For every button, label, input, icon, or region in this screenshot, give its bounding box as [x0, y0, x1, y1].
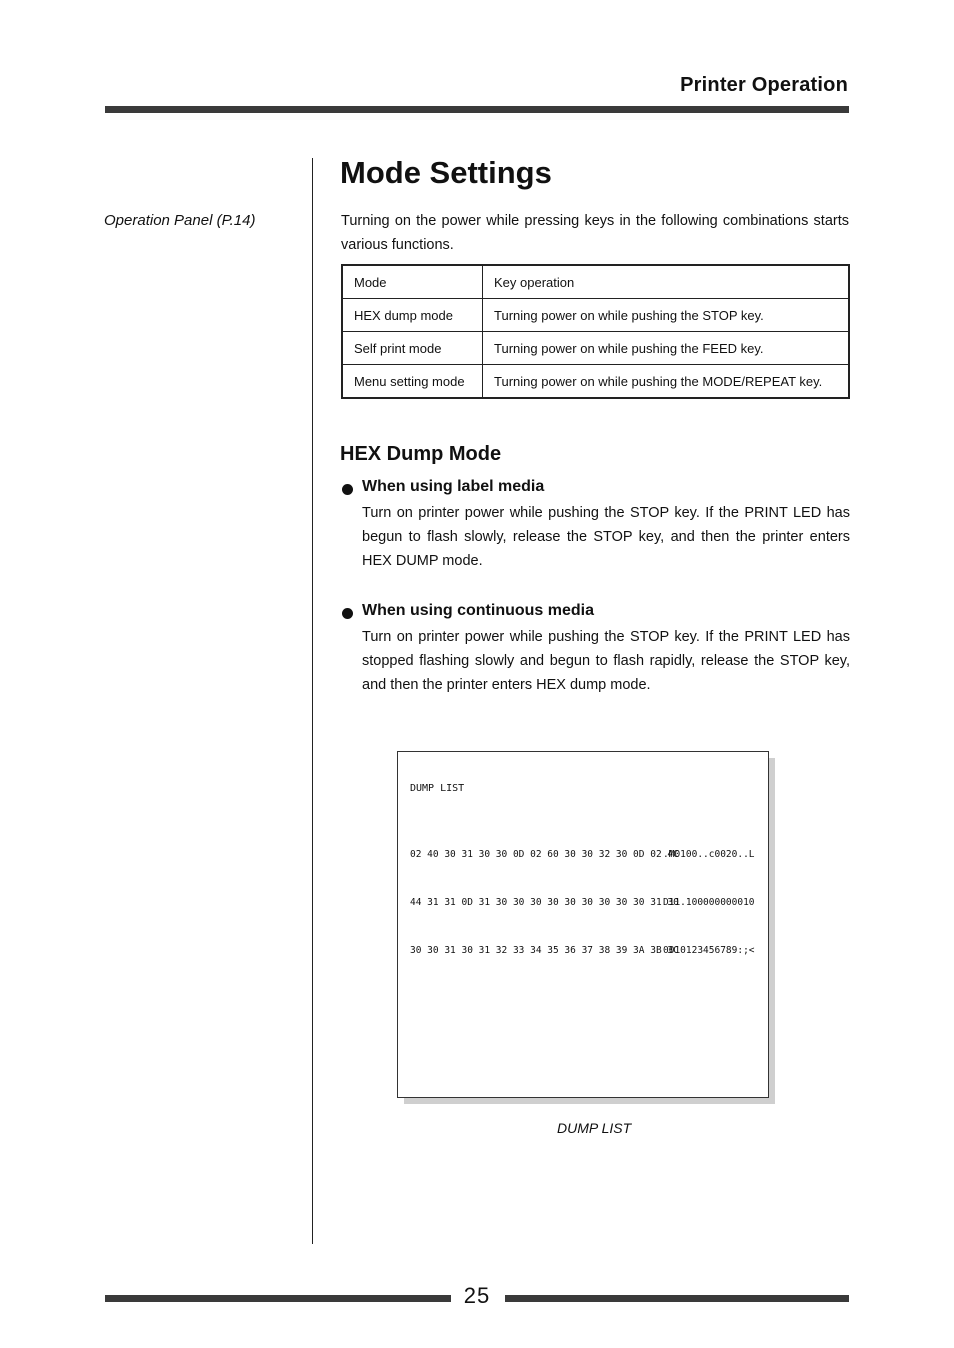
footer-rule-right: [505, 1295, 849, 1302]
bullet-dot-icon: [342, 608, 353, 619]
table-header-cell: Key operation: [483, 265, 850, 299]
intro-paragraph: Turning on the power while pressing keys in the following combinations starts various functions.: [341, 213, 849, 253]
header-rule: [105, 106, 849, 113]
section-title: HEX Dump Mode: [340, 443, 502, 465]
bullet-dot-icon: [342, 484, 353, 495]
page-title: Mode Settings: [340, 155, 552, 190]
table-cell-key-operation: Turning power on while pushing the STOP key.: [483, 299, 850, 332]
footer-rule-left: [105, 1295, 451, 1302]
table-cell-mode: Self print mode: [342, 332, 483, 365]
table-row: [342, 299, 849, 332]
table-cell-mode: Menu setting mode: [342, 365, 483, 399]
dump-list-printout: [397, 751, 769, 1098]
dump-ascii: 0010123456789:;<: [663, 945, 755, 956]
page-number: 25: [463, 1283, 491, 1308]
column-divider: [312, 158, 313, 1244]
table-cell-key-operation: Turning power on while pushing the FEED key.: [483, 332, 850, 365]
dump-hex: 44 31 31 0D 31 30 30 30 30 30 30 30 30 30 31 30: [410, 897, 679, 908]
dump-line: [410, 895, 755, 911]
dump-line: [410, 847, 755, 863]
dump-ascii: D11.100000000010: [663, 897, 755, 908]
bullet-text: Turn on printer power while pushing the STOP key. If the PRINT LED has begun to flash slowly, release the STOP key, and then the printer enters HEX DUMP mode.: [362, 505, 850, 569]
dump-list-lines: [410, 815, 755, 991]
mode-table: [341, 264, 850, 399]
table-header-cell: Mode: [342, 265, 483, 299]
bullet-text: Turn on printer power while pushing the STOP key. If the PRINT LED has stopped flashing slowly and begun to flash rapidly, release the STOP key, and then the printer enters HEX dump mode.: [362, 629, 850, 693]
sidebar-reference: Operation Panel (P.14): [104, 212, 256, 229]
dump-ascii: .M0100..c0020..L: [663, 849, 755, 860]
header-section-title: Printer Operation: [680, 74, 848, 96]
dump-list-heading: DUMP LIST: [410, 783, 465, 794]
figure-caption: DUMP LIST: [557, 1120, 632, 1136]
dump-line: [410, 943, 755, 959]
table-cell-key-operation: Turning power on while pushing the MODE/REPEAT key.: [483, 365, 850, 399]
dump-hex: 02 40 30 31 30 30 0D 02 60 30 30 32 30 0D 02 4C: [410, 849, 679, 860]
bullet-title: When using continuous media: [362, 602, 594, 619]
table-cell-mode: HEX dump mode: [342, 299, 483, 332]
bullet-title: When using label media: [362, 478, 545, 495]
table-header-row: [342, 265, 849, 299]
table-row: [342, 365, 849, 399]
dump-hex: 30 30 31 30 31 32 33 34 35 36 37 38 39 3A 3B 3C: [410, 945, 679, 956]
table-row: [342, 332, 849, 365]
